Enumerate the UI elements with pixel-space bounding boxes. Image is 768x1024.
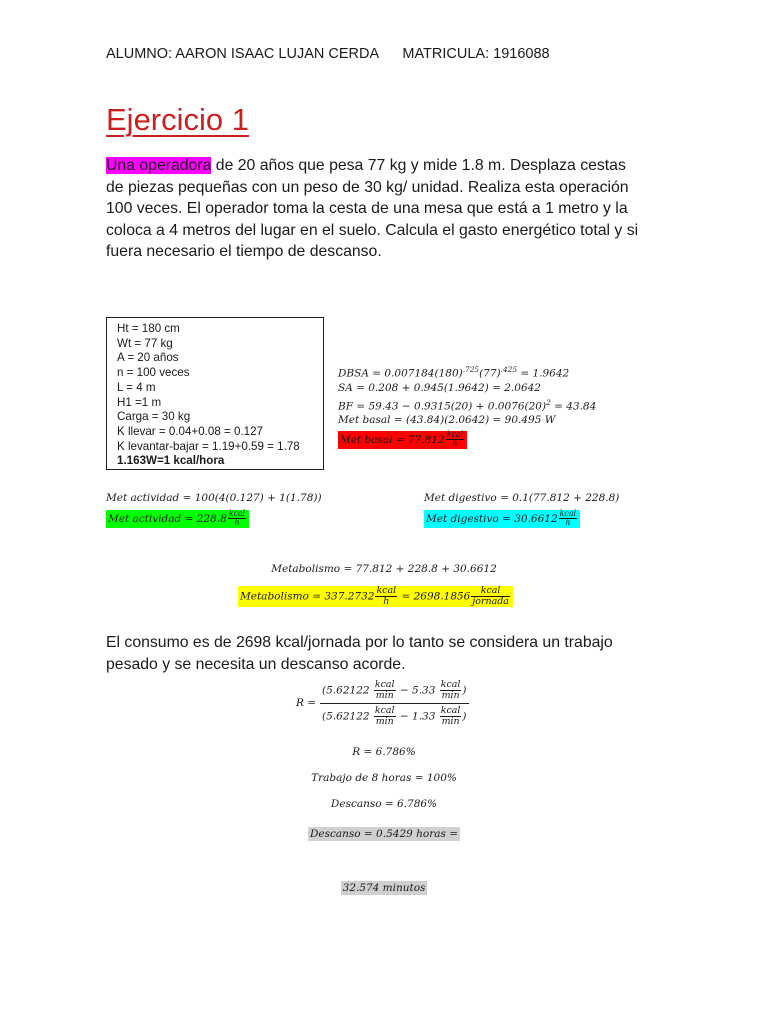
data-line: L = 4 m — [117, 380, 156, 394]
eq-r-result: R = 6.786% — [352, 746, 416, 758]
given-data-box — [106, 317, 324, 470]
eq-met-actividad-result: Met actividad = 228.8 $\frac{\text{kcal}}{h}$ — [106, 510, 249, 528]
exercise-title: Ejercicio 1 — [106, 102, 249, 137]
eq-metabolismo-result-wrap — [238, 586, 513, 607]
data-line: Wt = 77 kg — [117, 336, 173, 350]
problem-highlight: Una operadora — [106, 157, 212, 174]
document-header — [106, 46, 550, 62]
eq-met-digestivo-result: Met digestivo = 30.6612 $\frac{\text{kcal}}{h}$ — [424, 510, 580, 528]
data-line: n = 100 veces — [117, 366, 190, 380]
student-matricula: MATRICULA: 1916088 — [402, 46, 550, 62]
conclusion-text: El consumo es de 2698 kcal/jornada por lo tanto se considera un trabajo pesado y se necesita un descanso acorde. — [106, 634, 613, 673]
data-line: K llevar = 0.04+0.08 = 0.127 — [117, 424, 263, 438]
eq-met-basal-w: Met basal = (43.84)(2.0642) = 90.495 W — [338, 414, 556, 426]
eq-descanso-hours-wrap — [0, 824, 768, 842]
data-line: Ht = 180 cm — [117, 322, 180, 335]
eq-metabolismo-sum: Metabolismo = 77.812 + 228.8 + 30.6612 — [271, 563, 497, 575]
eq-sa: SA = 0.208 + 0.945(1.9642) = 2.0642 — [338, 382, 541, 394]
eq-met-basal-kcal: Met basal = 77.812 $\frac{\text{kcal}}{h}$ — [338, 431, 467, 449]
eq-bf: BF = $59.43 - 0.9315(20) + 0.0076(20)^2 = 43.84$ — [338, 398, 597, 413]
conversion-line: 1.163W=1 kcal/hora — [117, 454, 225, 468]
eq-dbsa: DBSA = $0.007184(180)^{.725}(77)^{.425} = 1.9642$ — [338, 365, 570, 380]
problem-text: de 20 años que pesa 77 kg y mide 1.8 m. Desplaza cestas de piezas pequeñas con un peso de 30 kg/ unidad. Realiza esta operación 100 veces. El operador toma la cesta de una mesa que está a 1 metro y la coloca a 4 metros del lugar en el suelo. Calcula el gasto energético total y si fuera necesario el tiempo de descanso. — [106, 157, 639, 260]
eq-met-digestivo: Met digestivo = 0.1(77.812 + 228.8) — [424, 492, 620, 504]
data-line: K levantar-bajar = 1.19+0.59 = 1.78 — [117, 439, 300, 453]
eq-met-actividad: Met actividad = 100(4(0.127) + 1(1.78)) — [106, 492, 322, 504]
data-line: Carga = 30 kg — [117, 410, 191, 424]
eq-minutos: 32.574 minutos — [342, 882, 426, 894]
problem-statement — [106, 155, 646, 263]
eq-descanso: Descanso = 6.786% — [330, 798, 438, 810]
eq-trabajo: Trabajo de 8 horas = 100% — [311, 772, 457, 784]
eq-descanso-hours: Descanso = 0.5429 horas = — [309, 828, 459, 840]
eq-minutos-wrap — [0, 878, 768, 896]
data-line: A = 20 años — [117, 351, 179, 365]
eq-metabolismo-result: Metabolismo = 337.2732 $\frac{\text{kcal}}{h}$ = 2698.1856 $\frac{\text{kcal}}{\text{jornada}}$ — [238, 586, 513, 607]
student-name: ALUMNO: AARON ISAAC LUJAN CERDA — [106, 46, 379, 62]
eq-r-formula: R = (5.62122 $\frac{\text{kcal}}{\min}$ − 5.33 $\frac{\text{kcal}}{\min}$ ) (5.62122 $\frac{\text{kcal}}{\min}$ − 1.33 $\frac{\text{kcal}}{\min}$ ) — [296, 679, 467, 727]
data-line: H1 =1 m — [117, 395, 162, 409]
